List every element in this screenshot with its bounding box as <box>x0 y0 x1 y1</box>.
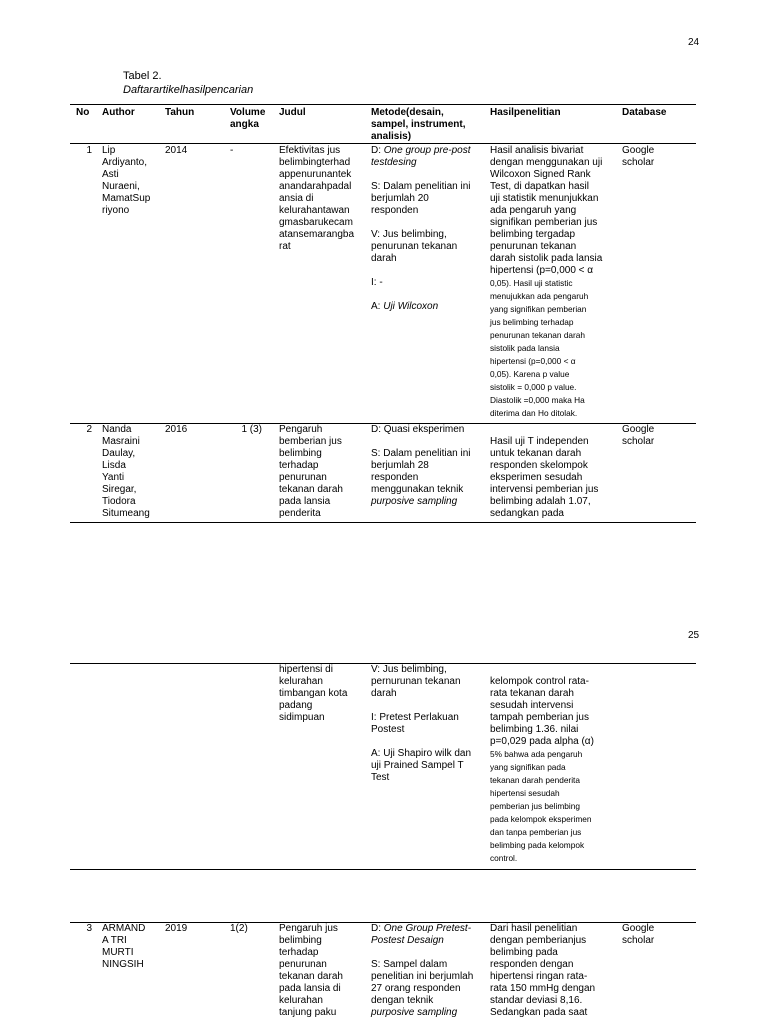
row-divider <box>70 869 696 870</box>
table-caption <box>123 70 253 96</box>
header-tahun: Tahun <box>165 107 195 118</box>
row-database: Google scholar <box>622 424 655 447</box>
row-no: 3 <box>86 923 92 934</box>
row-hasil: Dari hasil penelitian dengan pemberianjus belimbing pada responden dengan hipertensi ringan rata- rata 150 mmHg dengan standar deviasi 8,16. Sedangkan pada saat <box>490 923 596 1018</box>
header-no: No <box>76 107 90 118</box>
table-top-rule <box>70 104 696 105</box>
row-author: ARMAND A TRI MURTI NINGSIH <box>102 923 146 970</box>
row-judul: Efektivitas jus belimbingterhad appenurunantek anandarahpadal ansia di kelurahantawan gmasbarukecam atansemarangba rat <box>279 145 355 252</box>
header-metode: Metode(desain, sampel, instrument, analisis) <box>371 107 466 142</box>
header-database: Database <box>622 107 667 118</box>
row-tahun: 2016 <box>165 424 188 435</box>
row-author: Lip Ardiyanto, Asti Nuraeni, MamatSup riyono <box>102 145 151 216</box>
row-tahun: 2014 <box>165 145 188 156</box>
row-judul: Pengaruh bemberian jus belimbing terhadap penurunan tekanan darah pada lansia penderita <box>279 424 343 519</box>
page-number: 25 <box>688 630 700 641</box>
row-no: 2 <box>86 424 92 435</box>
header-bottom-rule <box>70 143 696 144</box>
row-no: 1 <box>86 145 92 156</box>
row-database: Google scholar <box>622 923 655 946</box>
row-hasil: Hasil uji T independen untuk tekanan darah responden skelompok eksperimen sesudah intervensi pemberian jus belimbing adalah 1.07, sedangkan pada <box>490 436 599 519</box>
row-metode: V: Jus belimbing, pernurunan tekanan darah I: Pretest Perlakuan Postest A: Uji Shapiro wilk dan uji Prained Sampel T Test <box>371 664 472 783</box>
table-subtitle: Daftarartikelhasilpencarian <box>123 84 254 96</box>
row-tahun: 2019 <box>165 923 188 934</box>
row-hasil: kelompok control rata- rata tekanan darah sesudah intervensi tampah pemberian jus belimbing 1.36. nilai p=0,029 pada alpha (α) 5% bahwa ada pengaruh yang signifikan pada tekanan darah penderita hipertensi sesudah pemberian jus belimbing pada kelompok eksperimen dan tanpa pemberian jus belimbing pada kelompok control. <box>490 676 594 863</box>
row-volume: - <box>230 145 234 156</box>
page-number: 24 <box>688 37 700 48</box>
row-database: Google scholar <box>622 145 655 168</box>
row-author: Nanda Masraini Daulay, Lisda Yanti Siregar, Tiodora Situmeang <box>102 424 150 519</box>
header-volume: Volume angka <box>230 107 266 130</box>
row-hasil: Hasil analisis bivariat dengan menggunakan uji Wilcoxon Signed Rank Test, di dapatkan hasil uji statistik menunjukkan ada pengaruh yang signifikan pemberian jus belimbing tergadap penurunan tekanan darah sistolik pada lansia hipertensi (p=0,000 < α 0,05). Hasil uji statistic menujukkan ada pengaruh yang signifikan pemberian jus belimbing terhadap penurunan tekanan darah sistolik pada lansia hipertensi (p=0,000 < α 0,05). Karena p value sistolik = 0,000 p value. Diastolik =0,000 maka Ha diterima dan Ho ditolak. <box>490 145 603 418</box>
row-metode: D: One group pre-post testdesing S: Dalam penelitian ini berjumlah 20 responden V: Jus belimbing, penurunan tekanan darah I: - A: Uji Wilcoxon <box>371 145 471 312</box>
table-title: Tabel 2. <box>123 70 162 82</box>
row-volume: 1 (3) <box>241 424 262 435</box>
row-metode: D: Quasi eksperimen S: Dalam penelitian ini berjumlah 28 responden menggunakan teknik purposive sampling <box>371 424 471 507</box>
page1-bottom-rule <box>70 522 696 523</box>
header-author: Author <box>102 107 135 118</box>
row-judul: hipertensi di kelurahan timbangan kota padang sidimpuan <box>279 664 348 723</box>
header-judul: Judul <box>279 107 306 118</box>
row-judul: Pengaruh jus belimbing terhadap penurunan tekanan darah pada lansia di kelurahan tanjung paku <box>279 923 343 1018</box>
header-hasil: Hasilpenelitian <box>490 107 561 118</box>
row-metode: D: One Group Pretest- Postest Desaign S: Sampel dalam penelitian ini berjumlah 27 orang responden dengan teknik purposive sampling <box>371 923 474 1018</box>
row-volume: 1(2) <box>230 923 248 934</box>
